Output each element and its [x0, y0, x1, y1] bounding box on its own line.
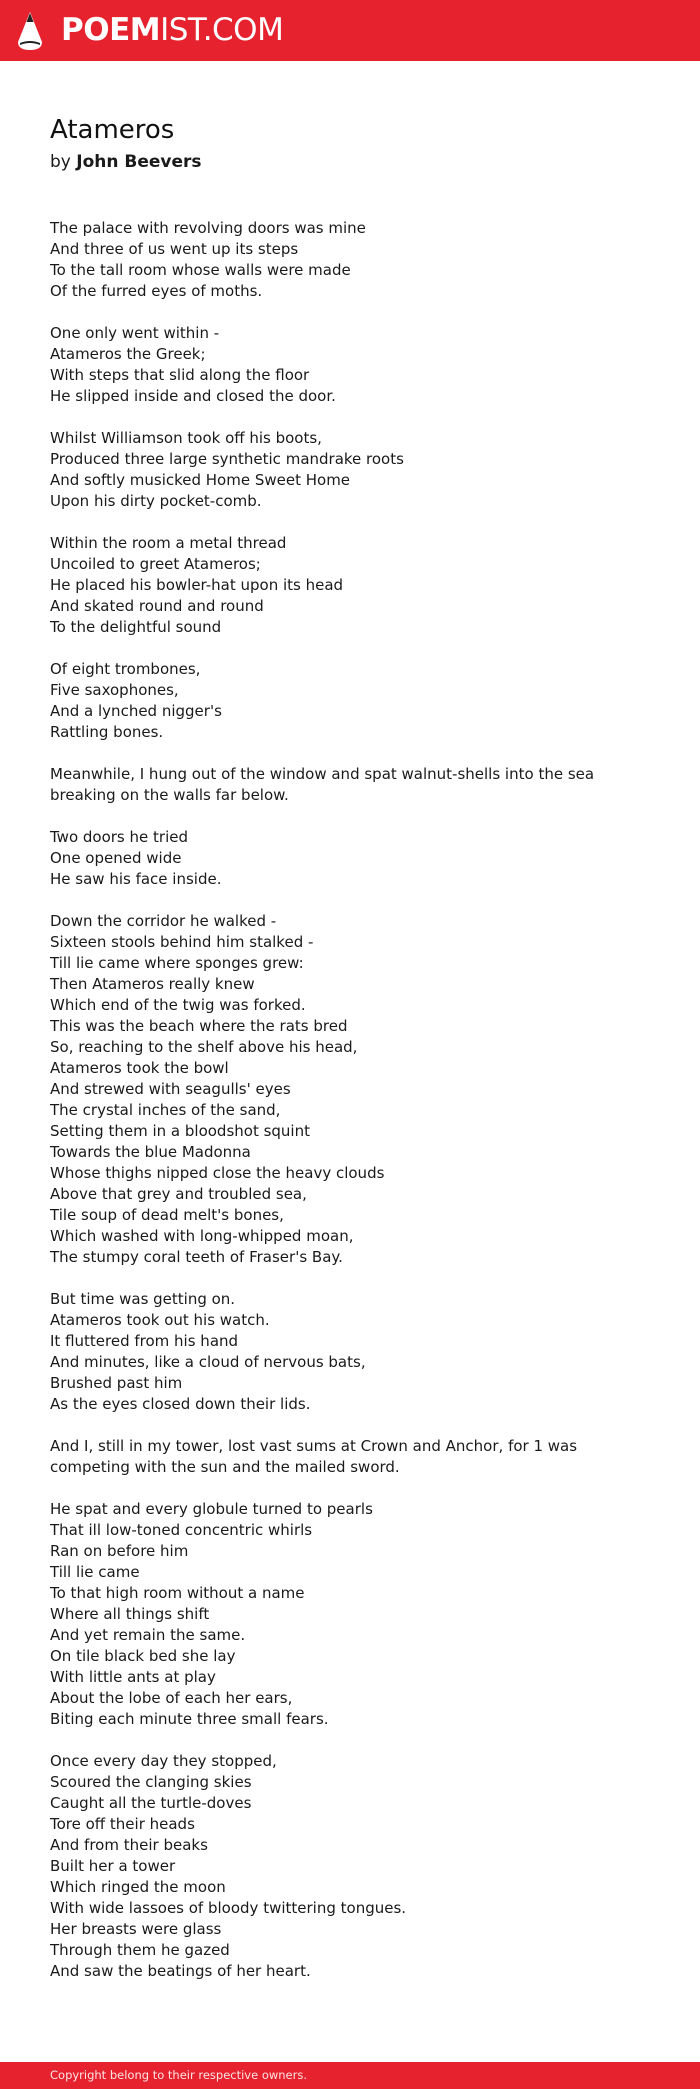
- logo-text-light: IST.COM: [160, 12, 284, 48]
- poem-line: And three of us went up its steps: [50, 240, 299, 258]
- poem-line: Till lie came where sponges grew:: [50, 954, 304, 972]
- poem-line: Upon his dirty pocket-comb.: [50, 492, 262, 510]
- poem-line: Five saxophones,: [50, 681, 179, 699]
- poem-line: And softly musicked Home Sweet Home: [50, 471, 351, 489]
- byline-prefix: by: [50, 152, 71, 172]
- logo-text-bold: POEM: [61, 12, 161, 48]
- poem-line: Whilst Williamson took off his boots,: [50, 429, 322, 447]
- poem-line: He slipped inside and closed the door.: [50, 387, 336, 405]
- poem-line: He saw his face inside.: [50, 870, 222, 888]
- poem-line: Tile soup of dead melt's bones,: [50, 1206, 284, 1224]
- poem-line: And I, still in my tower, lost vast sums at Crown and Anchor, for 1 was competing with the sun and the mailed sword.: [50, 1437, 578, 1476]
- poem-line: Through them he gazed: [50, 1941, 230, 1959]
- poem-stanza: [50, 827, 650, 890]
- poem-stanza: [50, 218, 650, 302]
- poem-line: Biting each minute three small fears.: [50, 1710, 329, 1728]
- poem-line: With little ants at play: [50, 1668, 216, 1686]
- poem-line: To the delightful sound: [50, 618, 222, 636]
- poem-line: Produced three large synthetic mandrake roots: [50, 450, 404, 468]
- poem-line: Caught all the turtle-doves: [50, 1794, 252, 1812]
- poem-stanza: [50, 659, 650, 743]
- poem-line: Which end of the twig was forked.: [50, 996, 306, 1014]
- byline: [50, 150, 202, 174]
- poem-line: Setting them in a bloodshot squint: [50, 1122, 310, 1140]
- poem-line: Within the room a metal thread: [50, 534, 287, 552]
- poem-line: And a lynched nigger's: [50, 702, 222, 720]
- poem-line: Towards the blue Madonna: [50, 1143, 251, 1161]
- poem-line: Of eight trombones,: [50, 660, 201, 678]
- poem-line: The crystal inches of the sand,: [50, 1101, 281, 1119]
- poem-stanza: [50, 1436, 650, 1478]
- poem-line: Sixteen stools behind him stalked -: [50, 933, 314, 951]
- poem-stanza: [50, 1751, 650, 1982]
- poem-line: It fluttered from his hand: [50, 1332, 239, 1350]
- copyright-notice: Copyright belong to their respective owners.: [50, 2068, 308, 2082]
- poem-stanza: [50, 533, 650, 638]
- author-name[interactable]: John Beevers: [76, 152, 202, 172]
- poem-stanza: [50, 323, 650, 407]
- poem-line: With wide lassoes of bloody twittering tongues.: [50, 1899, 407, 1917]
- poem-line: Rattling bones.: [50, 723, 164, 741]
- poem-line: Till lie came: [50, 1563, 140, 1581]
- poem-line: About the lobe of each her ears,: [50, 1689, 293, 1707]
- site-logo[interactable]: [61, 8, 283, 52]
- poem-line: And strewed with seagulls' eyes: [50, 1080, 291, 1098]
- poem-line: Whose thighs nipped close the heavy clouds: [50, 1164, 385, 1182]
- poem-line: Two doors he tried: [50, 828, 188, 846]
- poem-line: Then Atameros really knew: [50, 975, 255, 993]
- poem-line: One opened wide: [50, 849, 182, 867]
- poem-line: Brushed past him: [50, 1374, 183, 1392]
- poem-line: Of the furred eyes of moths.: [50, 282, 263, 300]
- poem-title: Atameros: [50, 115, 175, 145]
- poem-line: And skated round and round: [50, 597, 264, 615]
- poem-line: But time was getting on.: [50, 1290, 236, 1308]
- poem-line: And from their beaks: [50, 1836, 208, 1854]
- poem-line: And yet remain the same.: [50, 1626, 246, 1644]
- poem-line: Which ringed the moon: [50, 1878, 226, 1896]
- poem-line: Ran on before him: [50, 1542, 189, 1560]
- poem-line: Where all things shift: [50, 1605, 210, 1623]
- poem-stanza: [50, 1289, 650, 1415]
- poem-stanza: [50, 911, 650, 1268]
- poem-line: The palace with revolving doors was mine: [50, 219, 366, 237]
- pencil-tip-icon[interactable]: [18, 12, 42, 50]
- poem-line: And minutes, like a cloud of nervous bats,: [50, 1353, 366, 1371]
- poem-line: Atameros took the bowl: [50, 1059, 229, 1077]
- poem-line: This was the beach where the rats bred: [50, 1017, 348, 1035]
- site-footer: [0, 2062, 700, 2089]
- poem-line: Scoured the clanging skies: [50, 1773, 252, 1791]
- poem-line: With steps that slid along the floor: [50, 366, 310, 384]
- poem-line: As the eyes closed down their lids.: [50, 1395, 311, 1413]
- poem-line: Which washed with long-whipped moan,: [50, 1227, 354, 1245]
- poem-line: And saw the beatings of her heart.: [50, 1962, 311, 1980]
- poem-line: Tore off their heads: [50, 1815, 195, 1833]
- site-header: [0, 0, 700, 61]
- poem-line: Once every day they stopped,: [50, 1752, 277, 1770]
- poem-line: The stumpy coral teeth of Fraser's Bay.: [50, 1248, 343, 1266]
- poem-line: To that high room without a name: [50, 1584, 305, 1602]
- poem-line: Above that grey and troubled sea,: [50, 1185, 307, 1203]
- poem-line: On tile black bed she lay: [50, 1647, 236, 1665]
- poem-stanza: [50, 1499, 650, 1730]
- poem-line: Meanwhile, I hung out of the window and spat walnut-shells into the sea breaking on the walls far below.: [50, 765, 595, 804]
- poem-line: Down the corridor he walked -: [50, 912, 277, 930]
- poem-line: Built her a tower: [50, 1857, 176, 1875]
- poem-line: That ill low-toned concentric whirls: [50, 1521, 313, 1539]
- poem-line: One only went within -: [50, 324, 220, 342]
- poem-stanza: [50, 764, 650, 806]
- poem-line: He placed his bowler-hat upon its head: [50, 576, 344, 594]
- poem-line: Atameros the Greek;: [50, 345, 206, 363]
- poem-stanza: [50, 428, 650, 512]
- poem-line: Uncoiled to greet Atameros;: [50, 555, 261, 573]
- poem-line: So, reaching to the shelf above his head,: [50, 1038, 358, 1056]
- poem-header: [50, 112, 202, 174]
- poem-body: [50, 218, 650, 2003]
- poem-line: Her breasts were glass: [50, 1920, 222, 1938]
- poem-line: He spat and every globule turned to pearls: [50, 1500, 373, 1518]
- poem-line: To the tall room whose walls were made: [50, 261, 351, 279]
- poem-line: Atameros took out his watch.: [50, 1311, 270, 1329]
